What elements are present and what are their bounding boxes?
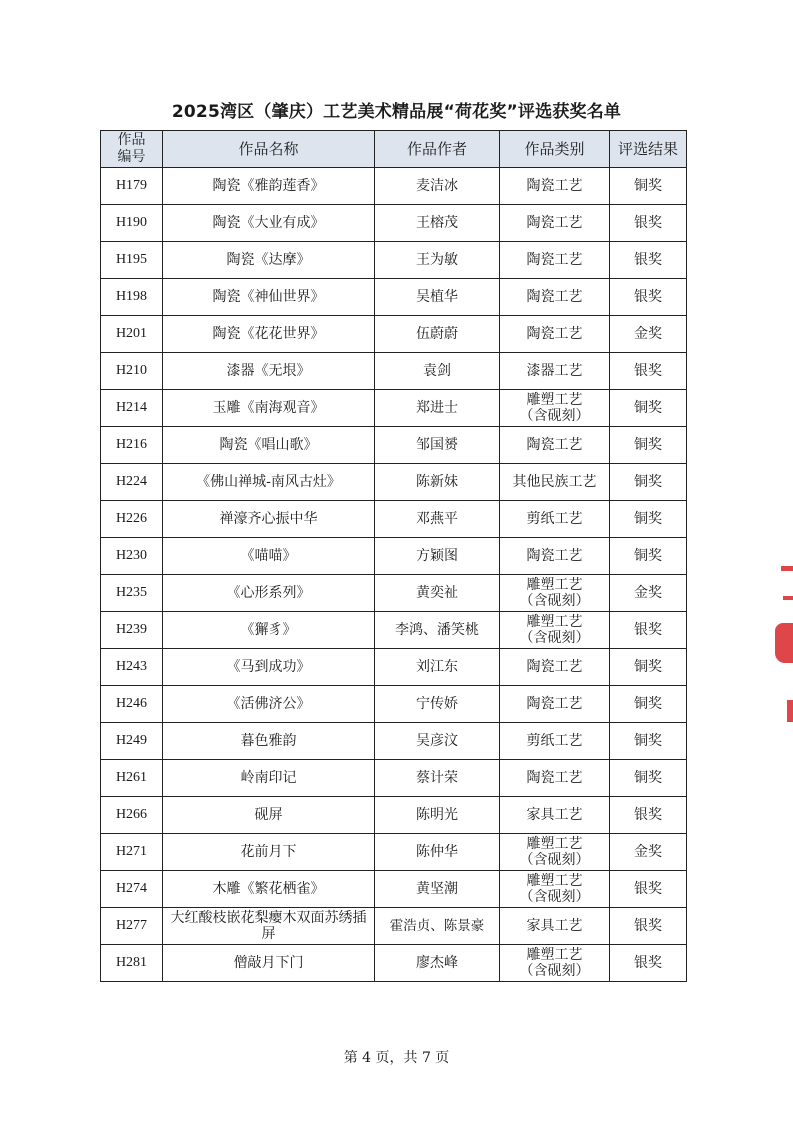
table-row [101, 834, 687, 871]
cell-author: 李鸿、潘笑桃 [375, 612, 500, 649]
cell-name: 陶瓷《达摩》 [163, 242, 375, 279]
table-row [101, 464, 687, 501]
cell-code: H243 [101, 649, 163, 686]
cell-author: 刘江东 [375, 649, 500, 686]
table-header-row [101, 131, 687, 168]
cell-name: 大红酸枝嵌花梨瘿木双面苏绣插屏 [163, 908, 375, 945]
table-body [101, 168, 687, 982]
cell-result: 金奖 [610, 575, 687, 612]
table-row [101, 427, 687, 464]
table-row [101, 723, 687, 760]
cell-name: 《獬豸》 [163, 612, 375, 649]
cell-code: H195 [101, 242, 163, 279]
header-author: 作品作者 [375, 131, 500, 168]
cell-name: 《马到成功》 [163, 649, 375, 686]
cell-name: 陶瓷《大业有成》 [163, 205, 375, 242]
cell-name: 陶瓷《雅韵莲香》 [163, 168, 375, 205]
cell-code: H271 [101, 834, 163, 871]
cell-result: 铜奖 [610, 390, 687, 427]
cell-result: 银奖 [610, 908, 687, 945]
table-row [101, 760, 687, 797]
page-footer: 第 4 页，共 7 页 [343, 1050, 450, 1066]
cell-code: H210 [101, 353, 163, 390]
header-result: 评选结果 [610, 131, 687, 168]
cell-result: 铜奖 [610, 427, 687, 464]
cell-code: H198 [101, 279, 163, 316]
cell-category: 剪纸工艺 [500, 501, 610, 538]
header-category: 作品类别 [500, 131, 610, 168]
cell-code: H224 [101, 464, 163, 501]
cell-name: 暮色雅韵 [163, 723, 375, 760]
table-row [101, 501, 687, 538]
table-row [101, 390, 687, 427]
cell-category: 雕塑工艺（含砚刻） [500, 871, 610, 908]
cell-category: 陶瓷工艺 [500, 168, 610, 205]
cell-result: 银奖 [610, 871, 687, 908]
cell-category: 雕塑工艺（含砚刻） [500, 834, 610, 871]
table-row [101, 612, 687, 649]
cell-author: 蔡计荣 [375, 760, 500, 797]
cell-category: 漆器工艺 [500, 353, 610, 390]
table-row [101, 353, 687, 390]
table-row [101, 908, 687, 945]
cell-category: 陶瓷工艺 [500, 760, 610, 797]
cell-category: 其他民族工艺 [500, 464, 610, 501]
cell-result: 银奖 [610, 797, 687, 834]
table-row [101, 649, 687, 686]
cell-code: H261 [101, 760, 163, 797]
cell-result: 铜奖 [610, 760, 687, 797]
cell-author: 邓燕平 [375, 501, 500, 538]
cell-author: 陈仲华 [375, 834, 500, 871]
cell-name: 花前月下 [163, 834, 375, 871]
cell-author: 郑进士 [375, 390, 500, 427]
table-row [101, 797, 687, 834]
cell-category: 雕塑工艺（含砚刻） [500, 612, 610, 649]
cell-code: H281 [101, 945, 163, 982]
table-row [101, 316, 687, 353]
cell-code: H239 [101, 612, 163, 649]
cell-author: 黄奕祉 [375, 575, 500, 612]
cell-author: 王榕茂 [375, 205, 500, 242]
cell-name: 陶瓷《神仙世界》 [163, 279, 375, 316]
table-row [101, 575, 687, 612]
cell-result: 铜奖 [610, 686, 687, 723]
cell-result: 金奖 [610, 316, 687, 353]
cell-author: 吴植华 [375, 279, 500, 316]
table-row [101, 242, 687, 279]
table-row [101, 871, 687, 908]
header-code: 作品编号 [101, 131, 163, 168]
cell-code: H216 [101, 427, 163, 464]
cell-author: 王为敏 [375, 242, 500, 279]
table-row [101, 205, 687, 242]
cell-category: 陶瓷工艺 [500, 205, 610, 242]
cell-result: 银奖 [610, 353, 687, 390]
cell-category: 雕塑工艺（含砚刻） [500, 945, 610, 982]
cell-author: 方颖图 [375, 538, 500, 575]
cell-result: 银奖 [610, 279, 687, 316]
cell-category: 陶瓷工艺 [500, 538, 610, 575]
cell-author: 吴彦汶 [375, 723, 500, 760]
cell-name: 陶瓷《唱山歌》 [163, 427, 375, 464]
cell-category: 陶瓷工艺 [500, 316, 610, 353]
cell-result: 银奖 [610, 612, 687, 649]
cell-name: 漆器《无垠》 [163, 353, 375, 390]
cell-result: 铜奖 [610, 464, 687, 501]
cell-result: 银奖 [610, 205, 687, 242]
header-name: 作品名称 [163, 131, 375, 168]
cell-category: 陶瓷工艺 [500, 279, 610, 316]
cell-category: 家具工艺 [500, 797, 610, 834]
cell-author: 伍蔚蔚 [375, 316, 500, 353]
table-row [101, 168, 687, 205]
cell-author: 陈明光 [375, 797, 500, 834]
cell-author: 宁传娇 [375, 686, 500, 723]
cell-result: 铜奖 [610, 649, 687, 686]
cell-code: H246 [101, 686, 163, 723]
cell-name: 禅濠齐心振中华 [163, 501, 375, 538]
awards-table [100, 130, 687, 982]
cell-author: 陈新妹 [375, 464, 500, 501]
cell-result: 铜奖 [610, 723, 687, 760]
cell-code: H226 [101, 501, 163, 538]
cell-result: 铜奖 [610, 168, 687, 205]
cell-author: 廖杰峰 [375, 945, 500, 982]
cell-category: 雕塑工艺（含砚刻） [500, 390, 610, 427]
cell-code: H274 [101, 871, 163, 908]
cell-code: H249 [101, 723, 163, 760]
page-title: 2025湾区（肇庆）工艺美术精品展“荷花奖”评选获奖名单 [171, 102, 622, 122]
table-row [101, 538, 687, 575]
cell-code: H277 [101, 908, 163, 945]
cell-result: 金奖 [610, 834, 687, 871]
cell-category: 陶瓷工艺 [500, 649, 610, 686]
cell-name: 《喵喵》 [163, 538, 375, 575]
cell-name: 陶瓷《花花世界》 [163, 316, 375, 353]
cell-name: 僧敲月下门 [163, 945, 375, 982]
cell-category: 雕塑工艺（含砚刻） [500, 575, 610, 612]
cell-code: H214 [101, 390, 163, 427]
cell-author: 麦洁冰 [375, 168, 500, 205]
cell-category: 陶瓷工艺 [500, 242, 610, 279]
cell-name: 玉雕《南海观音》 [163, 390, 375, 427]
cell-author: 邹国赟 [375, 427, 500, 464]
table-row [101, 279, 687, 316]
cell-name: 岭南印记 [163, 760, 375, 797]
cell-author: 霍浩贞、陈景豪 [375, 908, 500, 945]
cell-name: 《佛山禅城-南风古灶》 [163, 464, 375, 501]
cell-author: 黄坚潮 [375, 871, 500, 908]
cell-code: H235 [101, 575, 163, 612]
cell-code: H266 [101, 797, 163, 834]
cell-code: H179 [101, 168, 163, 205]
cell-name: 《活佛济公》 [163, 686, 375, 723]
cell-code: H190 [101, 205, 163, 242]
table-row [101, 686, 687, 723]
cell-result: 铜奖 [610, 501, 687, 538]
cell-result: 银奖 [610, 945, 687, 982]
cell-category: 家具工艺 [500, 908, 610, 945]
cell-code: H201 [101, 316, 163, 353]
table-row [101, 945, 687, 982]
cell-name: 《心形系列》 [163, 575, 375, 612]
cell-name: 砚屏 [163, 797, 375, 834]
cell-category: 剪纸工艺 [500, 723, 610, 760]
cell-category: 陶瓷工艺 [500, 427, 610, 464]
cell-author: 袁剑 [375, 353, 500, 390]
cell-code: H230 [101, 538, 163, 575]
cell-category: 陶瓷工艺 [500, 686, 610, 723]
cell-result: 铜奖 [610, 538, 687, 575]
cell-name: 木雕《繁花栖雀》 [163, 871, 375, 908]
cell-result: 银奖 [610, 242, 687, 279]
